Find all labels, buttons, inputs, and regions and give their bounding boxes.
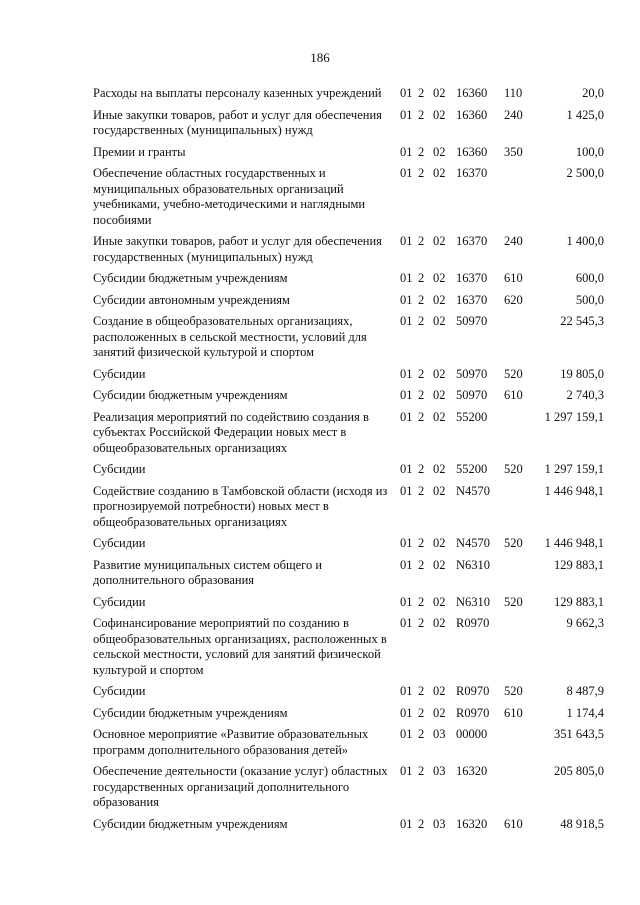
row-amount: 1 425,0 xyxy=(566,107,604,122)
row-amount: 2 740,3 xyxy=(566,388,604,402)
code-event: 03 xyxy=(433,727,446,741)
row-description: Субсидии xyxy=(93,594,146,609)
code-event: 02 xyxy=(433,536,446,550)
row-amount: 1 297 159,1 xyxy=(544,409,604,424)
code-direction: 55200 xyxy=(456,409,488,424)
code-program: 01 xyxy=(400,684,413,698)
row-description: Обеспечение деятельности (оказание услуг) областных государственных организаций дополнительного образования xyxy=(93,764,388,809)
code-program: 01 xyxy=(400,816,413,831)
row-description: Субсидии автономным учреждениям xyxy=(93,292,290,307)
table-row xyxy=(0,616,640,678)
code-program: 01 xyxy=(400,234,413,248)
code-program: 01 xyxy=(400,271,413,285)
table-row xyxy=(0,410,640,457)
code-event: 03 xyxy=(433,816,446,831)
row-description: Содействие созданию в Тамбовской области (исходя из прогнозируемой потребности) новых мест в общеобразовательных организациях xyxy=(93,483,388,529)
code-direction: N4570 xyxy=(456,483,491,498)
row-amount: 1 446 948,1 xyxy=(544,536,604,550)
code-event: 02 xyxy=(433,166,446,180)
code-event: 02 xyxy=(433,86,446,100)
code-event: 02 xyxy=(433,366,446,381)
code-direction: 50970 xyxy=(456,388,488,402)
code-program: 01 xyxy=(400,409,413,424)
code-program: 01 xyxy=(400,366,413,381)
row-description: Субсидии xyxy=(93,462,146,476)
row-description: Субсидии бюджетным учреждениям xyxy=(93,388,288,402)
code-subprogram: 2 xyxy=(418,557,425,572)
code-subprogram: 2 xyxy=(418,366,425,381)
row-description: Субсидии бюджетным учреждениям xyxy=(93,705,288,720)
code-program: 01 xyxy=(400,594,413,609)
code-event: 02 xyxy=(433,409,446,424)
code-program: 01 xyxy=(400,705,413,720)
row-amount: 20,0 xyxy=(582,86,604,100)
expense-type-code: 350 xyxy=(504,144,523,159)
code-subprogram: 2 xyxy=(418,483,425,498)
code-program: 01 xyxy=(400,727,413,741)
table-row xyxy=(0,558,640,589)
code-direction: R0970 xyxy=(456,705,490,720)
row-description: Иные закупки товаров, работ и услуг для обеспечения государственных (муниципальных) нужд xyxy=(93,107,382,137)
code-program: 01 xyxy=(400,144,413,159)
code-direction: 16370 xyxy=(456,271,488,285)
code-subprogram: 2 xyxy=(418,684,425,698)
code-subprogram: 2 xyxy=(418,144,425,159)
code-subprogram: 2 xyxy=(418,314,425,328)
row-amount: 129 883,1 xyxy=(554,594,604,609)
row-amount: 500,0 xyxy=(575,292,604,307)
code-direction: 16360 xyxy=(456,144,488,159)
code-direction: N4570 xyxy=(456,536,491,550)
table-row xyxy=(0,271,640,287)
table-row xyxy=(0,727,640,758)
code-subprogram: 2 xyxy=(418,764,425,778)
code-event: 02 xyxy=(433,616,446,630)
table-row xyxy=(0,595,640,611)
table-row xyxy=(0,367,640,383)
code-event: 02 xyxy=(433,271,446,285)
row-amount: 1 174,4 xyxy=(566,705,604,720)
code-program: 01 xyxy=(400,388,413,402)
table-row xyxy=(0,86,640,102)
code-program: 01 xyxy=(400,483,413,498)
expense-type-code: 240 xyxy=(504,234,523,248)
expense-type-code: 610 xyxy=(504,388,523,402)
row-amount: 351 643,5 xyxy=(554,727,604,741)
expense-type-code: 520 xyxy=(504,536,523,550)
row-amount: 600,0 xyxy=(575,271,604,285)
code-subprogram: 2 xyxy=(418,462,425,476)
expense-type-code: 110 xyxy=(504,86,523,100)
code-event: 02 xyxy=(433,684,446,698)
code-direction: N6310 xyxy=(456,594,491,609)
table-row xyxy=(0,293,640,309)
code-direction: 50970 xyxy=(456,366,488,381)
row-description: Субсидии бюджетным учреждениям xyxy=(93,816,288,831)
code-direction: 50970 xyxy=(456,314,488,328)
expense-type-code: 240 xyxy=(504,107,523,122)
row-description: Субсидии бюджетным учреждениям xyxy=(93,271,288,285)
row-amount: 205 805,0 xyxy=(554,764,604,778)
code-program: 01 xyxy=(400,314,413,328)
code-direction: R0970 xyxy=(456,684,490,698)
code-subprogram: 2 xyxy=(418,616,425,630)
code-direction: N6310 xyxy=(456,557,491,572)
code-direction: 55200 xyxy=(456,462,488,476)
table-row xyxy=(0,462,640,478)
expense-type-code: 610 xyxy=(504,271,523,285)
table-row xyxy=(0,764,640,811)
code-subprogram: 2 xyxy=(418,536,425,550)
code-event: 02 xyxy=(433,107,446,122)
code-direction: 16360 xyxy=(456,107,488,122)
code-subprogram: 2 xyxy=(418,292,425,307)
code-event: 02 xyxy=(433,483,446,498)
code-subprogram: 2 xyxy=(418,86,425,100)
table-row xyxy=(0,684,640,700)
expense-type-code: 620 xyxy=(504,292,523,307)
code-program: 01 xyxy=(400,166,413,180)
row-description: Субсидии xyxy=(93,536,146,550)
table-row xyxy=(0,706,640,722)
code-subprogram: 2 xyxy=(418,594,425,609)
code-program: 01 xyxy=(400,292,413,307)
row-description: Субсидии xyxy=(93,684,146,698)
code-subprogram: 2 xyxy=(418,107,425,122)
row-amount: 2 500,0 xyxy=(566,166,604,180)
code-event: 02 xyxy=(433,144,446,159)
code-direction: 16360 xyxy=(456,86,488,100)
code-subprogram: 2 xyxy=(418,409,425,424)
code-event: 02 xyxy=(433,705,446,720)
code-subprogram: 2 xyxy=(418,388,425,402)
code-direction: 00000 xyxy=(456,727,488,741)
code-program: 01 xyxy=(400,616,413,630)
code-event: 03 xyxy=(433,764,446,778)
code-program: 01 xyxy=(400,557,413,572)
row-description: Субсидии xyxy=(93,366,146,381)
code-event: 02 xyxy=(433,388,446,402)
code-direction: R0970 xyxy=(456,616,490,630)
code-direction: 16370 xyxy=(456,234,488,248)
row-description: Обеспечение областных государственных и муниципальных образовательных организаций учебниками, учебно-методическими и наглядными пособиями xyxy=(93,166,366,227)
code-subprogram: 2 xyxy=(418,705,425,720)
table-row xyxy=(0,166,640,228)
code-subprogram: 2 xyxy=(418,166,425,180)
row-amount: 1 446 948,1 xyxy=(544,483,604,498)
code-direction: 16320 xyxy=(456,816,488,831)
code-event: 02 xyxy=(433,292,446,307)
code-event: 02 xyxy=(433,462,446,476)
row-description: Развитие муниципальных систем общего и дополнительного образования xyxy=(93,557,323,587)
row-amount: 22 545,3 xyxy=(560,314,604,328)
code-subprogram: 2 xyxy=(418,816,425,831)
code-direction: 16370 xyxy=(456,166,488,180)
table-row xyxy=(0,817,640,833)
code-program: 01 xyxy=(400,764,413,778)
code-subprogram: 2 xyxy=(418,727,425,741)
code-event: 02 xyxy=(433,557,446,572)
code-program: 01 xyxy=(400,536,413,550)
table-row xyxy=(0,388,640,404)
expense-type-code: 520 xyxy=(504,594,523,609)
row-amount: 100,0 xyxy=(575,144,604,159)
page-number: 186 xyxy=(310,50,330,65)
code-direction: 16370 xyxy=(456,292,488,307)
row-amount: 1 400,0 xyxy=(566,234,604,248)
row-description: Расходы на выплаты персоналу казенных учреждений xyxy=(93,86,382,100)
code-event: 02 xyxy=(433,234,446,248)
table-row xyxy=(0,314,640,361)
code-subprogram: 2 xyxy=(418,271,425,285)
code-direction: 16320 xyxy=(456,764,488,778)
row-amount: 9 662,3 xyxy=(566,616,604,630)
budget-table xyxy=(0,86,640,838)
row-description: Основное мероприятие «Развитие образовательных программ дополнительного образования детей» xyxy=(93,727,369,757)
expense-type-code: 520 xyxy=(504,366,523,381)
expense-type-code: 520 xyxy=(504,684,523,698)
code-program: 01 xyxy=(400,86,413,100)
expense-type-code: 520 xyxy=(504,462,523,476)
row-amount: 8 487,9 xyxy=(566,684,604,698)
row-description: Премии и гранты xyxy=(93,144,186,159)
row-amount: 129 883,1 xyxy=(554,557,604,572)
row-description: Иные закупки товаров, работ и услуг для обеспечения государственных (муниципальных) нужд xyxy=(93,234,382,264)
row-amount: 19 805,0 xyxy=(560,366,604,381)
code-program: 01 xyxy=(400,462,413,476)
row-description: Создание в общеобразовательных организациях, расположенных в сельской местности, условий для занятий физической культурой и спортом xyxy=(93,314,367,359)
table-row xyxy=(0,484,640,531)
table-row xyxy=(0,536,640,552)
code-event: 02 xyxy=(433,314,446,328)
expense-type-code: 610 xyxy=(504,816,523,831)
row-amount: 48 918,5 xyxy=(560,816,604,831)
table-row xyxy=(0,234,640,265)
table-row xyxy=(0,108,640,139)
code-program: 01 xyxy=(400,107,413,122)
row-description: Реализация мероприятий по содействию создания в субъектах Российской Федерации новых мест в общеобразовательных организациях xyxy=(93,409,369,455)
expense-type-code: 610 xyxy=(504,705,523,720)
row-amount: 1 297 159,1 xyxy=(544,462,604,476)
table-row xyxy=(0,145,640,161)
row-description: Софинансирование мероприятий по созданию в общеобразовательных организациях, расположенных в сельской местности, условий для занятий физической культурой и спортом xyxy=(93,616,387,677)
code-event: 02 xyxy=(433,594,446,609)
code-subprogram: 2 xyxy=(418,234,425,248)
